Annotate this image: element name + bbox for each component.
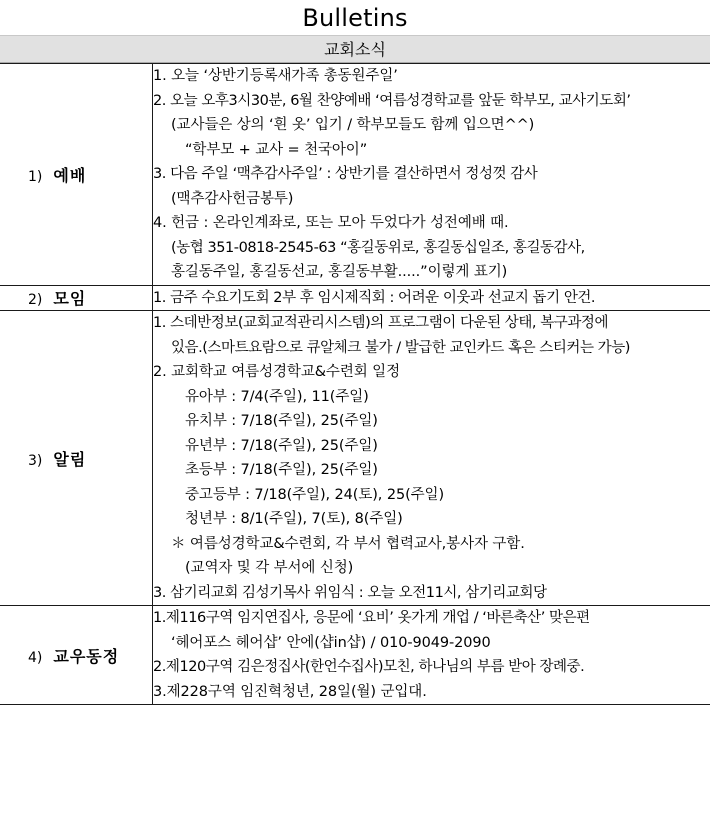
section-label-group: [0, 163, 152, 186]
bulletin-line: 1.제116구역 임지연집사, 응문에 ‘요비’ 옷가게 개업 / ‘바른축산’ 맞은편: [153, 610, 590, 626]
bulletin-line: 3. 삼기리교회 김성기목사 위임식 : 오늘 오전11시, 삼기리교회당: [153, 584, 547, 601]
section-label-cell-2: [0, 285, 153, 311]
bulletin-line: 초등부 : 7/18(주일), 25(주일): [185, 462, 378, 478]
bulletin-line: “학부모 + 교사 = 천국아이”: [185, 141, 368, 158]
section-title: 알림: [53, 449, 87, 469]
section-number: 4): [28, 649, 43, 666]
bulletin-line: 유아부 : 7/4(주일), 11(주일): [185, 388, 369, 405]
bulletin-line: ‘헤어포스 헤어샵’ 안에(샵in샵) / 010-9049-2090: [171, 634, 491, 651]
section-title: 교우동정: [53, 646, 120, 666]
table-row: [0, 64, 710, 286]
section-number: 2): [28, 292, 43, 309]
section-label-group: [0, 286, 152, 309]
document-subtitle-band: 교회소식: [0, 35, 710, 63]
bulletin-line: 청년부 : 8/1(주일), 7(토), 8(주일): [185, 511, 403, 527]
section-label-group: [0, 644, 152, 667]
section-label-cell-1: [0, 64, 153, 286]
bulletin-line: 홍길동주일, 홍길동선교, 홍길동부활.....”이렇게 표기): [171, 264, 508, 280]
bulletin-table-body: [0, 64, 710, 705]
section-body-cell-1: [153, 64, 710, 286]
page-title: Bulletins: [302, 4, 408, 32]
bulletin-line: 1. 스데반정보(교회교적관리시스템)의 프로그램이 다운된 상태, 복구과정에: [153, 315, 609, 331]
bulletin-line: (맥추감사헌금봉투): [171, 190, 294, 207]
bulletin-line: 유치부 : 7/18(주일), 25(주일): [185, 413, 378, 429]
section-title: 예배: [53, 165, 87, 185]
section-label-cell-3: [0, 311, 153, 606]
section-body-cell-2: [153, 285, 710, 311]
bulletin-table: [0, 63, 710, 705]
section-label-cell-4: [0, 606, 153, 705]
bulletin-line: (교역자 및 각 부서에 신청): [185, 560, 354, 576]
bulletin-line: 3.제228구역 임진혁청년, 28일(월) 군입대.: [153, 683, 427, 700]
bulletin-line: 2.제120구역 김은정집사(한언수집사)모친, 하나님의 부름 받아 장례중.: [153, 659, 585, 675]
bulletin-line: 1. 금주 수요기도회 2부 후 임시제직회 : 어려운 이웃과 선교지 돕기 안건.: [153, 289, 596, 306]
bulletin-line: (농협 351-0818-2545-63 “홍길동위로, 홍길동십일조, 홍길동감사,: [171, 239, 585, 256]
bulletin-line: 유년부 : 7/18(주일), 25(주일): [185, 437, 378, 454]
bulletin-line: 2. 교회학교 여름성경학교&수련회 일정: [153, 364, 400, 380]
table-row: [0, 285, 710, 311]
bulletin-line: (교사들은 상의 ‘흰 옷’ 입기 / 학부모들도 함께 입으면^^): [171, 117, 535, 133]
section-label-group: [0, 447, 152, 470]
bulletin-line: 있음.(스마트요람으로 큐알체크 불가 / 발급한 교인카드 혹은 스티커는 가능): [171, 339, 630, 356]
bulletin-line: 중고등부 : 7/18(주일), 24(토), 25(주일): [185, 486, 445, 503]
table-row: [0, 311, 710, 606]
section-body-cell-3: [153, 311, 710, 606]
bulletin-line: 4. 헌금 : 온라인계좌로, 또는 모아 두었다가 성전예배 때.: [153, 215, 509, 231]
section-number: 1): [28, 168, 43, 185]
bulletin-line: ＊ 여름성경학교&수련회, 각 부서 협력교사,봉사자 구함.: [171, 535, 525, 552]
bulletin-line: 3. 다음 주일 ‘맥추감사주일’ : 상반기를 결산하면서 정성껏 감사: [153, 166, 538, 182]
section-body-cell-4: [153, 606, 710, 705]
table-row: [0, 606, 710, 705]
bulletin-line: 1. 오늘 ‘상반기등록새가족 총동원주일’: [153, 68, 398, 84]
bulletin-line: 2. 오늘 오후3시30분, 6월 찬양예배 ‘여름성경학교를 앞둔 학부모, 교사기도회’: [153, 92, 631, 109]
section-number: 3): [28, 452, 43, 469]
section-title: 모임: [53, 289, 87, 309]
